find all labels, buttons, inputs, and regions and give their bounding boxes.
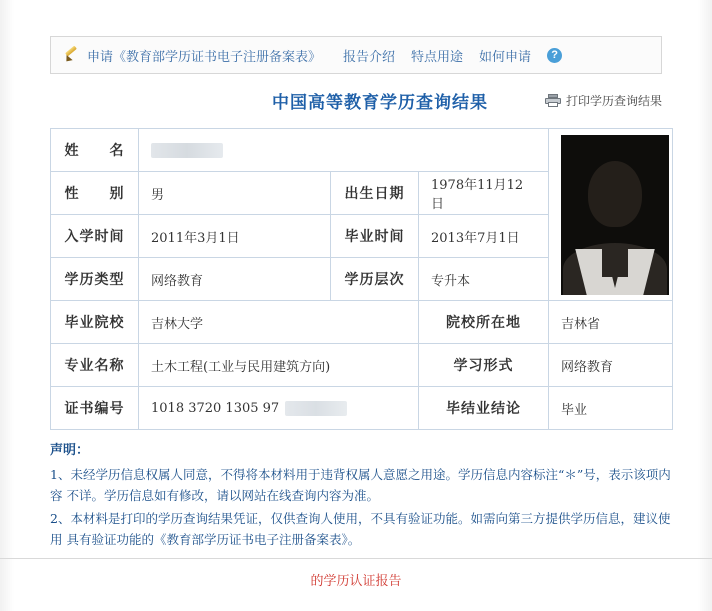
label-education-type: 学历类型 bbox=[51, 258, 139, 301]
value-gender: 男 bbox=[139, 172, 331, 215]
table-row bbox=[51, 129, 673, 172]
avatar bbox=[561, 135, 669, 295]
value-graduate-date: 2013年7月1日 bbox=[419, 215, 549, 258]
cert-number-text: 1018 3720 1305 97 bbox=[151, 400, 280, 416]
value-education-level: 专升本 bbox=[419, 258, 549, 301]
how-to-apply-link[interactable]: 如何申请 bbox=[479, 48, 532, 64]
verification-report-link[interactable]: 的学历认证报告 bbox=[310, 574, 402, 589]
left-edge-shade bbox=[0, 0, 14, 611]
table-row bbox=[51, 387, 673, 430]
value-cert-number bbox=[139, 387, 419, 430]
label-education-level: 学历层次 bbox=[331, 258, 419, 301]
value-birth-date: 1978年11月12日 bbox=[419, 172, 549, 215]
value-education-type: 网络教育 bbox=[139, 258, 331, 301]
value-school: 吉林大学 bbox=[139, 301, 419, 344]
notice-bar bbox=[50, 36, 662, 74]
value-major: 土木工程(工业与民用建筑方向) bbox=[139, 344, 419, 387]
education-info-table bbox=[50, 128, 672, 430]
label-cert-number: 证书编号 bbox=[51, 387, 139, 430]
apply-record-form-link[interactable]: 申请《教育部学历证书电子注册备案表》 bbox=[87, 48, 322, 64]
value-name bbox=[139, 129, 549, 172]
declaration-item-2: 2、本材料是打印的学历查询结果凭证，仅供查询人使用，不具有验证功能。如需向第三方提供学历信息，建议使用 具有验证功能的《教育部学历证书电子注册备案表》。 bbox=[50, 511, 671, 547]
print-result-button[interactable] bbox=[545, 92, 662, 109]
photo-cell bbox=[549, 129, 673, 301]
label-gender: 性 别 bbox=[51, 172, 139, 215]
label-birth-date: 出生日期 bbox=[331, 172, 419, 215]
label-school-location: 院校所在地 bbox=[419, 301, 549, 344]
table-row bbox=[51, 301, 673, 344]
value-study-form: 网络教育 bbox=[549, 344, 673, 387]
footer bbox=[0, 570, 712, 589]
table-row bbox=[51, 344, 673, 387]
help-icon[interactable]: ? bbox=[547, 48, 562, 63]
value-enroll-date: 2011年3月1日 bbox=[139, 215, 331, 258]
page-title: 中国高等教育学历查询结果 bbox=[272, 93, 488, 112]
right-edge-shade bbox=[698, 0, 712, 611]
title-row bbox=[50, 88, 662, 118]
label-school: 毕业院校 bbox=[51, 301, 139, 344]
declaration-block bbox=[50, 440, 672, 552]
label-graduation-conclusion: 毕结业结论 bbox=[419, 387, 549, 430]
print-result-label: 打印学历查询结果 bbox=[565, 94, 662, 108]
label-major: 专业名称 bbox=[51, 344, 139, 387]
name-redacted bbox=[151, 143, 223, 158]
label-graduate-date: 毕业时间 bbox=[331, 215, 419, 258]
declaration-item-1: 1、未经学历信息权属人同意，不得将本材料用于违背权属人意愿之用途。学历信息内容标注“＊”号，表示该项内容 不详。学历信息如有修改，请以网站在线查询内容为准。 bbox=[50, 467, 671, 503]
label-name: 姓 名 bbox=[51, 129, 139, 172]
declaration-title: 声明： bbox=[50, 443, 90, 458]
features-usage-link[interactable]: 特点用途 bbox=[411, 48, 464, 64]
label-study-form: 学习形式 bbox=[419, 344, 549, 387]
pencil-icon bbox=[63, 47, 79, 63]
value-school-location: 吉林省 bbox=[549, 301, 673, 344]
printer-icon bbox=[545, 94, 561, 107]
report-intro-link[interactable]: 报告介绍 bbox=[343, 48, 396, 64]
footer-divider bbox=[0, 558, 712, 559]
label-enroll-date: 入学时间 bbox=[51, 215, 139, 258]
value-graduation-conclusion: 毕业 bbox=[549, 387, 673, 430]
cert-number-redacted bbox=[285, 401, 347, 416]
